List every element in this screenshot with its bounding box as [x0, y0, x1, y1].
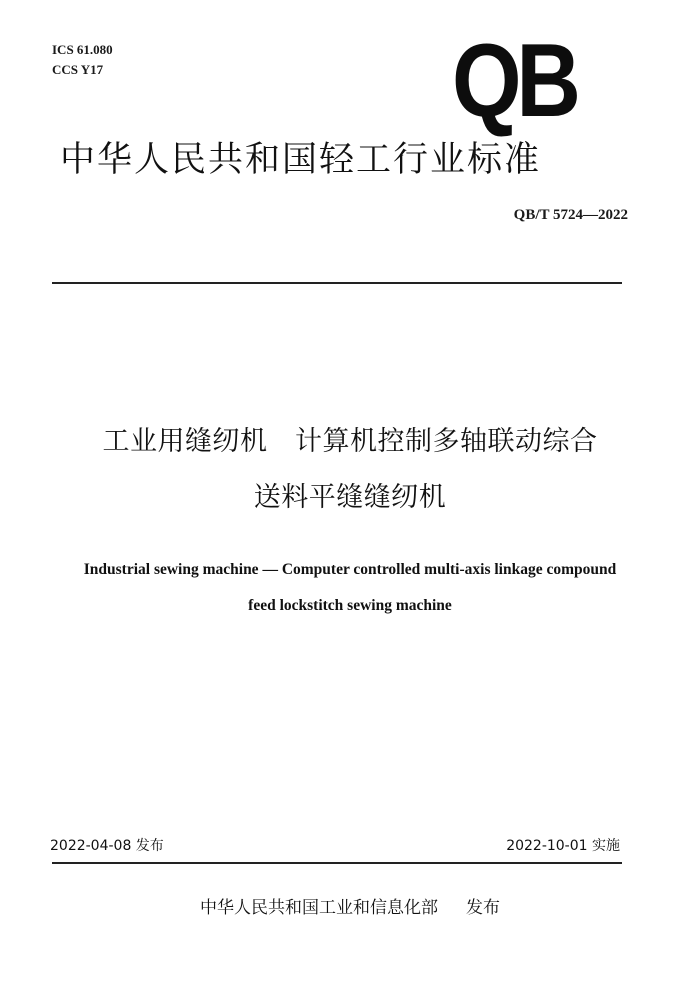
english-title-line-2: feed lockstitch sewing machine [248, 597, 452, 614]
implementation-date: 2022-10-01 实施 [506, 838, 620, 854]
english-title-line-1: Industrial sewing machine — Computer controlled multi-axis linkage compound [83, 561, 617, 578]
qb-logo: QB [452, 23, 576, 139]
ics-code: ICS 61.080 [52, 42, 113, 57]
issue-date: 2022-04-08 发布 [50, 838, 164, 854]
issuer-name: 中华人民共和国工业和信息化部 [200, 898, 438, 918]
issuer-line [0, 896, 700, 920]
ccs-code: CCS Y17 [52, 62, 104, 77]
standard-number: QB/T 5724—2022 [513, 207, 628, 223]
industry-standard-title: 中华人民共和国轻工行业标准 [60, 140, 542, 180]
top-divider [52, 282, 622, 284]
bottom-divider [52, 862, 622, 864]
issuer-publish-word: 发布 [466, 898, 500, 918]
chinese-title-line-1: 工业用缝纫机 计算机控制多轴联动综合 [102, 426, 598, 457]
chinese-title-line-2: 送料平缝缝纫机 [253, 482, 447, 513]
